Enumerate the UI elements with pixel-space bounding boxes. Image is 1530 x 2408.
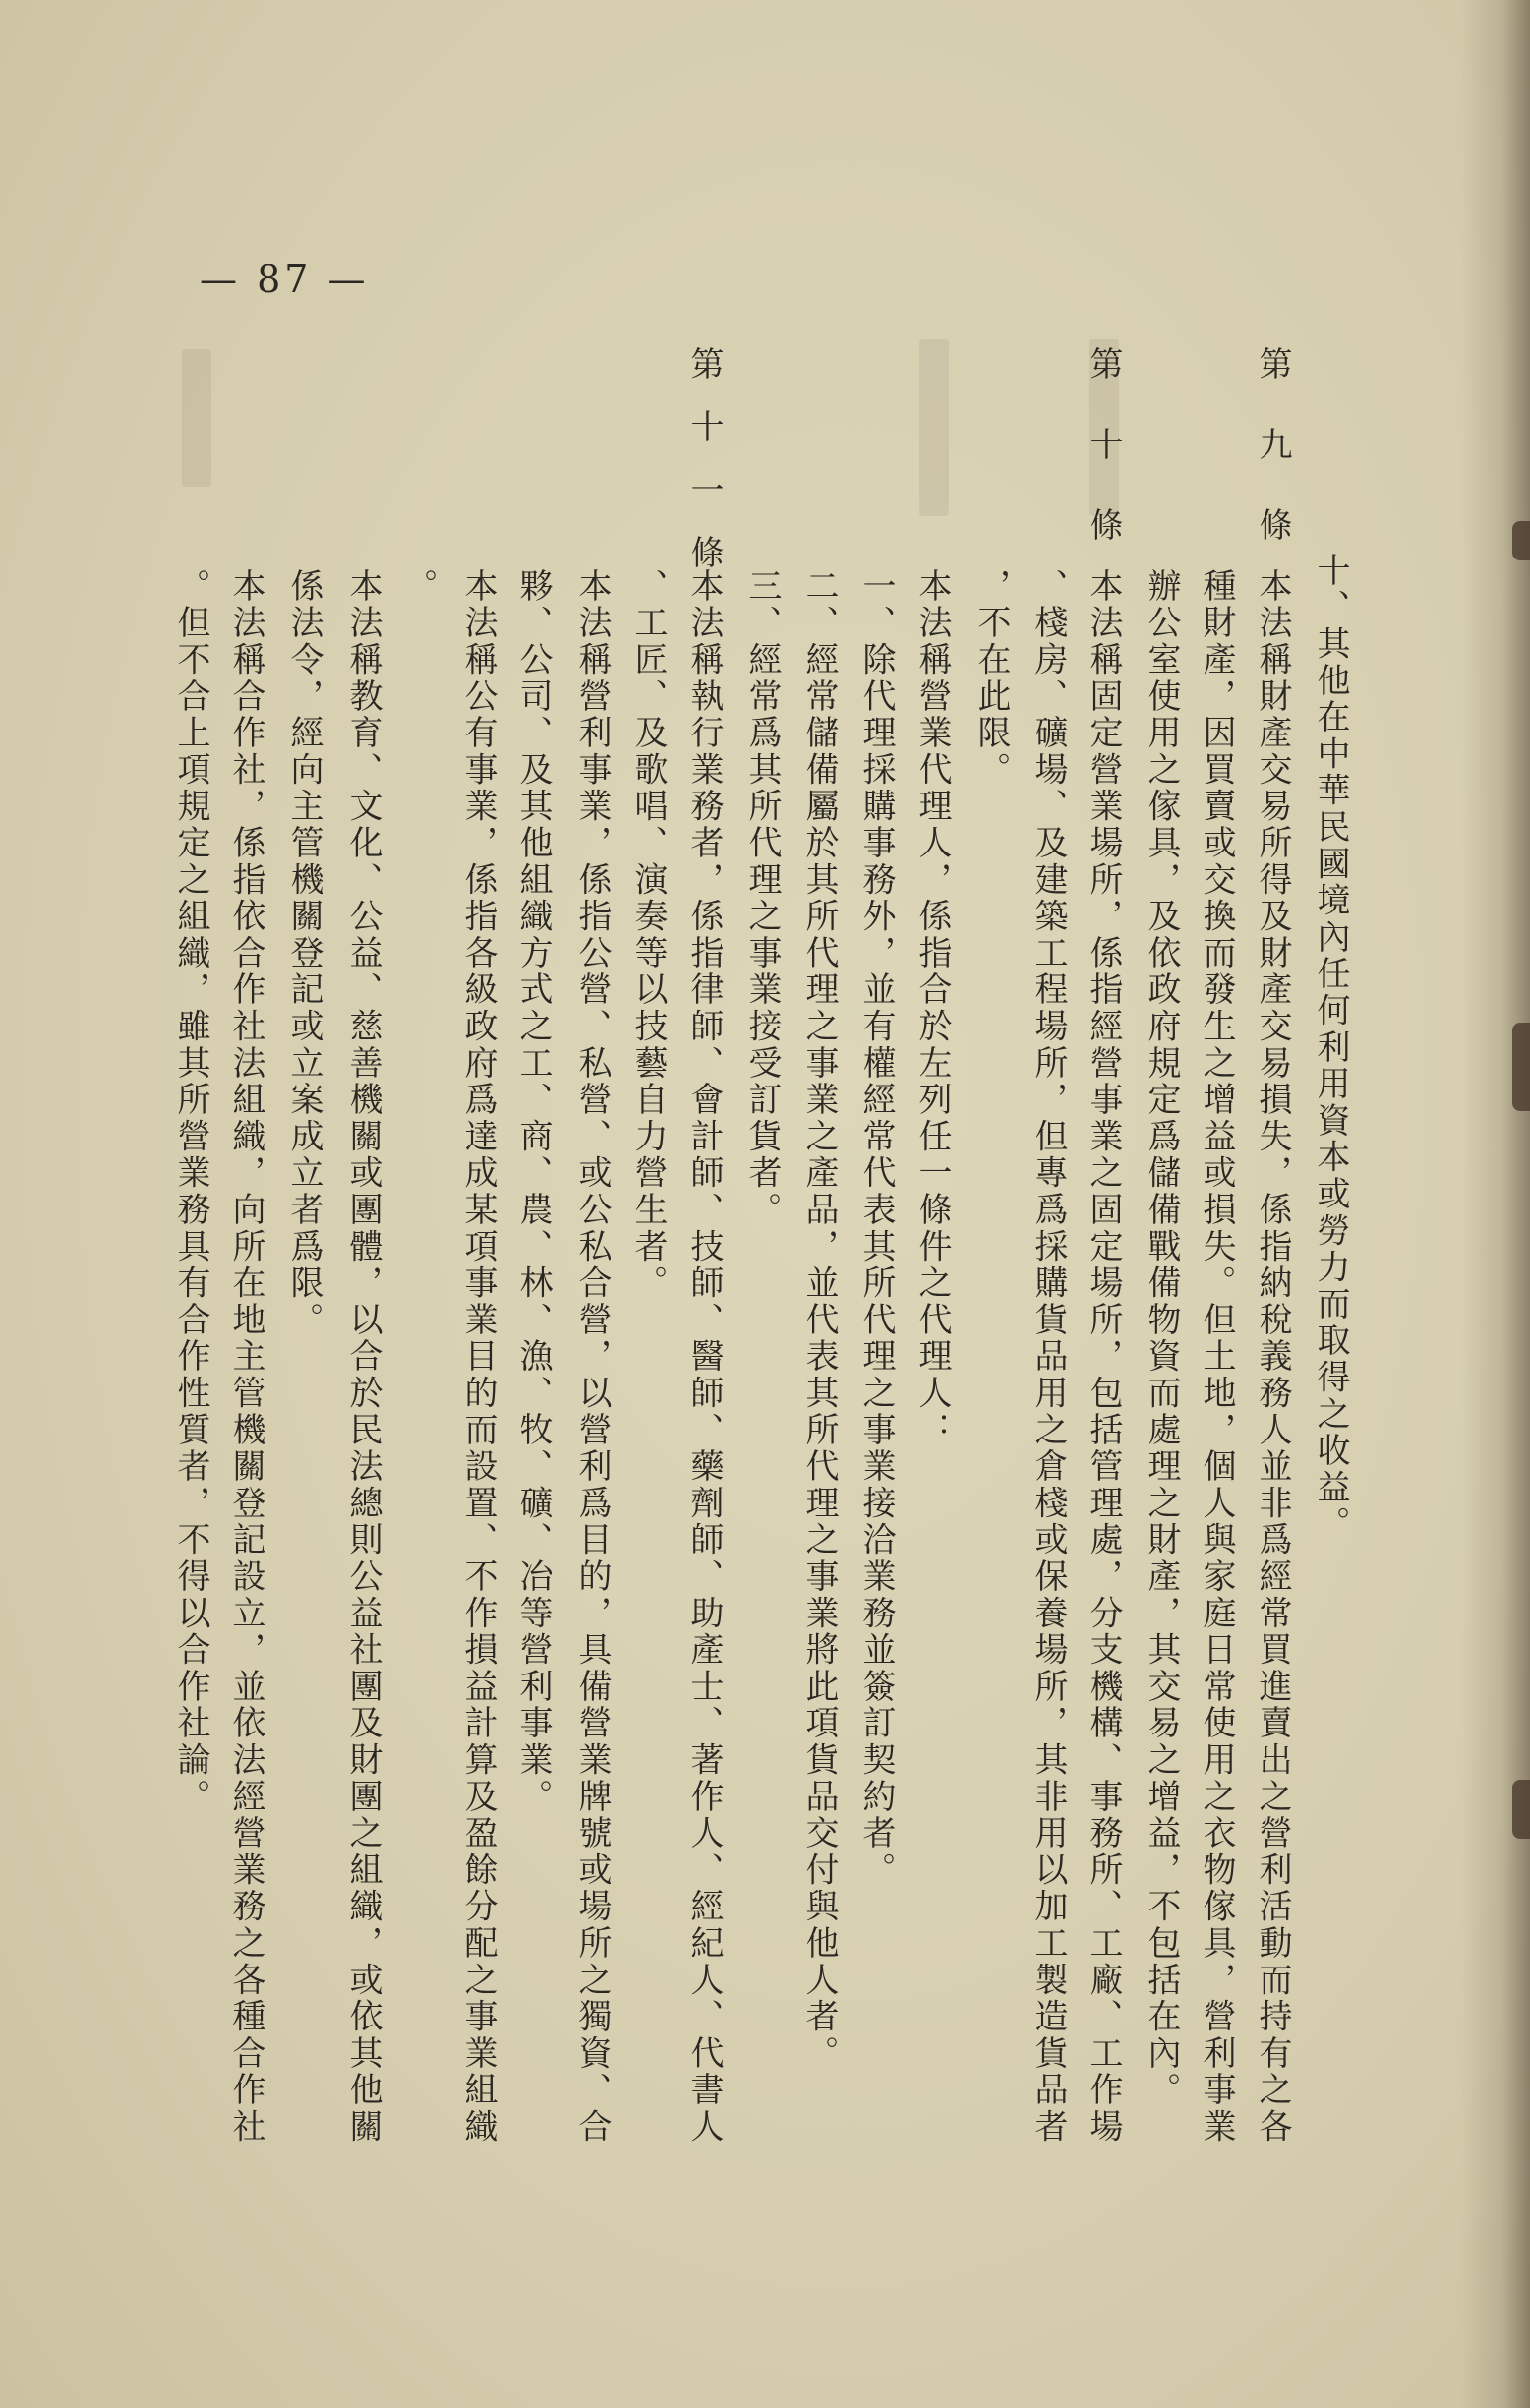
article-heading-10: 第十條: [1084, 346, 1123, 588]
show-through-mark: [182, 349, 211, 487]
text-line: 、棧房、礦場、及建築工程場所，但專爲採購貨品用之倉棧或保養場所，其非用以加工製造貨品者: [1029, 568, 1068, 2145]
text-line: 本法稱執行業務者，係指律師、會計師、技師、醫師、藥劑師、助產士、著作人、經紀人、代書人: [684, 568, 724, 2145]
text-line: 本法稱公有事業，係指各級政府爲達成某項事業目的而設置、不作損益計算及盈餘分配之事業組織: [458, 568, 498, 2145]
text-line: 種財產，因買賣或交換而發生之增益或損失。但土地，個人與家庭日常使用之衣物傢具，營利事業: [1197, 568, 1236, 2145]
show-through-mark: [919, 339, 949, 516]
binding-stain: [1512, 1023, 1530, 1111]
list-item: 三、經常爲其所代理之事業接受訂貨者。: [742, 568, 782, 1229]
text-line: 辦公室使用之傢具，及依政府規定爲儲備戰備物資而處理之財產，其交易之增益，不包括在內。: [1142, 568, 1181, 2109]
text-line: 本法稱營利事業，係指公營、私營、或公私合營，以營利爲目的，具備營業牌號或場所之獨資、合: [572, 568, 612, 2145]
text-line: 十、其他在中華民國境內任何利用資本或勞力而取得之收益。: [1311, 553, 1350, 1544]
text-line: 係法令，經向主管機關登記或立案成立者爲限。: [284, 568, 324, 1339]
text-line: 本法稱合作社，係指依合作社法組織，向所在地主管機關登記設立，並依法經營業務之各種合作社: [226, 568, 265, 2145]
binding-stain: [1512, 521, 1530, 560]
text-line: 夥、公司、及其他組織方式之工、商、農、林、漁、牧、礦、冶等營利事業。: [513, 568, 553, 1816]
article-heading-11: 第十一條: [684, 346, 724, 598]
text-line: 。: [398, 568, 438, 606]
text-line: 本法稱財產交易所得及財產交易損失，係指納稅義務人並非爲經常買進賣出之營利活動而持有之各: [1253, 568, 1292, 2145]
text-line: 本法稱營業代理人，係指合於左列任一條件之代理人：: [912, 568, 952, 1449]
binding-stain: [1512, 1780, 1530, 1839]
text-line: 。但不合上項規定之組織，雖其所營業務具有合作性質者，不得以合作社論。: [171, 568, 210, 1816]
text-line: 本法稱固定營業場所，係指經營事業之固定場所，包括管理處，分支機構、事務所、工廠、工作場: [1084, 568, 1123, 2145]
text-line: 本法稱教育、文化、公益、慈善機關或團體，以合於民法總則公益社團及財團之組織，或依其他關: [343, 568, 382, 2145]
page-number: — 87 —: [200, 258, 370, 301]
article-heading-9: 第九條: [1253, 346, 1292, 588]
text-line: ，不在此限。: [971, 568, 1011, 789]
list-item: 一、除代理採購事務外，並有權經常代表其所代理之事業接洽業務並簽訂契約者。: [856, 568, 896, 1889]
list-item: 二、經常儲備屬於其所代理之事業之產品，並代表其所代理之事業將此項貨品交付與他人者。: [799, 568, 839, 2073]
text-line: 、工匠、及歌唱、演奏等以技藝自力營生者。: [628, 568, 668, 1302]
page-edge-shadow: [1461, 0, 1530, 2408]
